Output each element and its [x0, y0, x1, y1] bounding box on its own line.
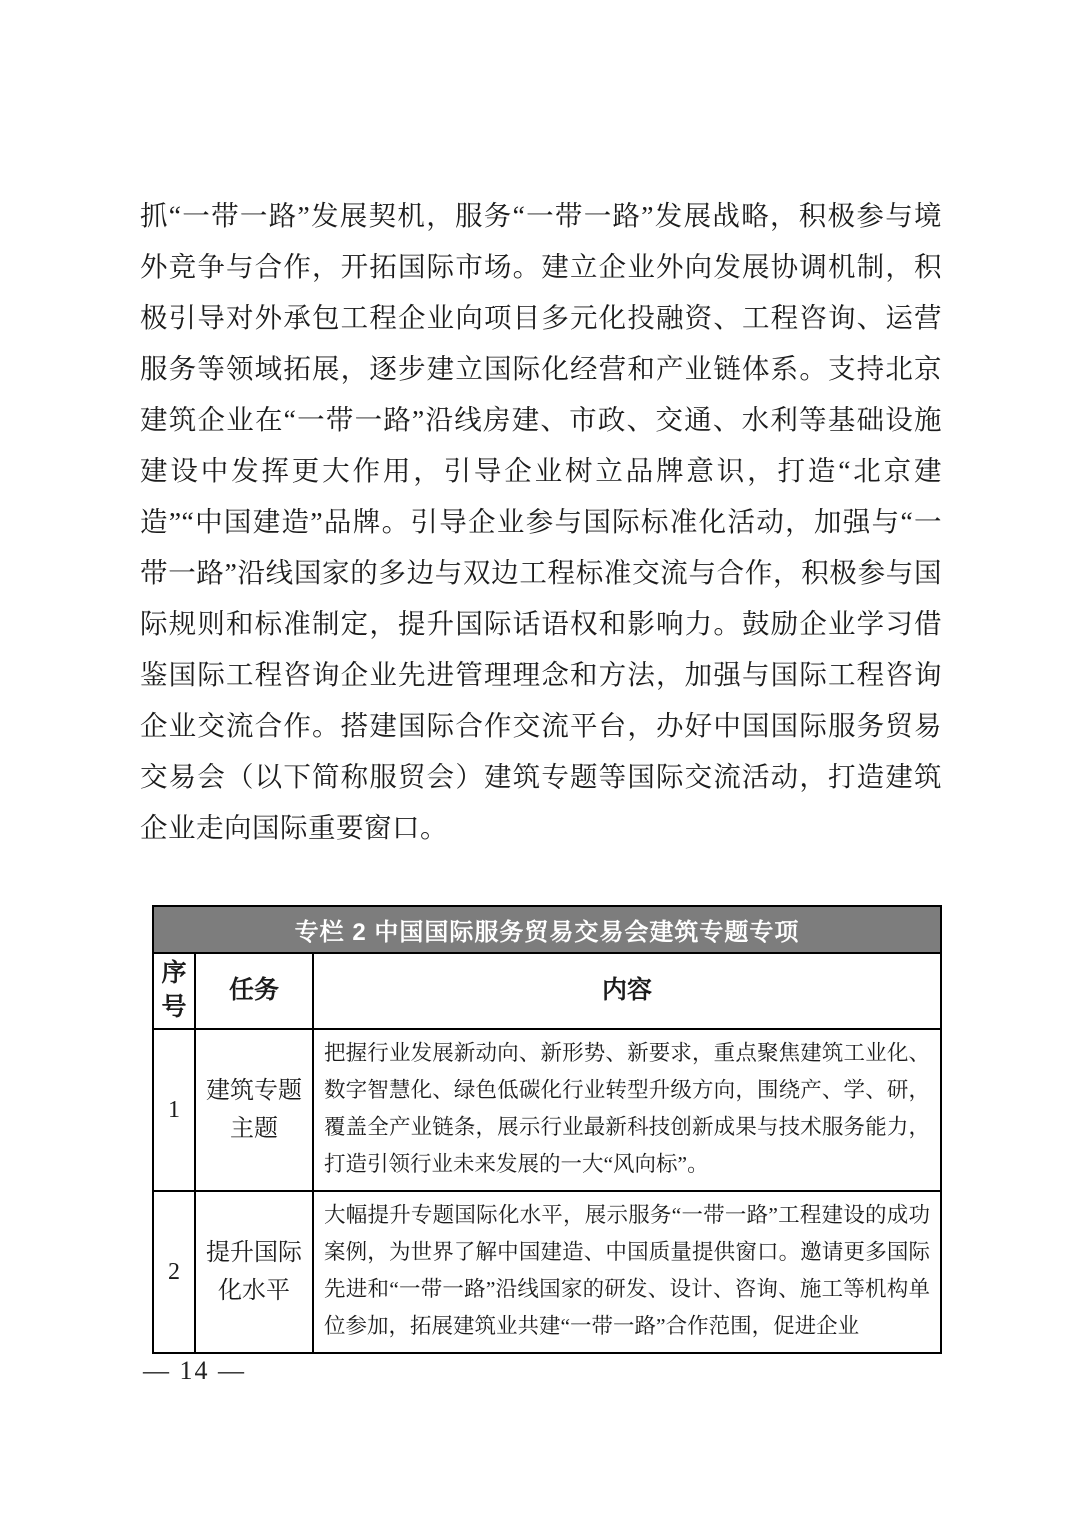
content-cell: 把握行业发展新动向、新形势、新要求，重点聚焦建筑工业化、数字智慧化、绿色低碳化行业转型升级方向，围绕产、学、研，覆盖全产业链条，展示行业最新科技创新成果与技术服务能力，打造引领行业未来发展的一大“风向标”。	[313, 1029, 941, 1191]
column-header-task: 任务	[195, 953, 313, 1029]
seq-cell: 1	[153, 1029, 195, 1191]
table-title-row	[153, 906, 941, 953]
seq-cell: 2	[153, 1191, 195, 1353]
table-row	[153, 1029, 941, 1191]
column-header-content: 内容	[313, 953, 941, 1029]
page-number: — 14 —	[143, 1356, 246, 1385]
task-cell: 建筑专题主题	[195, 1029, 313, 1191]
content-cell: 大幅提升专题国际化水平，展示服务“一带一路”工程建设的成功案例，为世界了解中国建造、中国质量提供窗口。邀请更多国际先进和“一带一路”沿线国家的研发、设计、咨询、施工等机构单位参加，拓展建筑业共建“一带一路”合作范围，促进企业	[313, 1191, 941, 1353]
table-header-row	[153, 953, 941, 1029]
body-paragraph: 抓“一带一路”发展契机，服务“一带一路”发展战略，积极参与境外竞争与合作，开拓国际市场。建立企业外向发展协调机制，积极引导对外承包工程企业向项目多元化投融资、工程咨询、运营服务等领域拓展，逐步建立国际化经营和产业链体系。支持北京建筑企业在“一带一路”沿线房建、市政、交通、水利等基础设施建设中发挥更大作用，引导企业树立品牌意识，打造“北京建造”“中国建造”品牌。引导企业参与国际标准化活动，加强与“一带一路”沿线国家的多边与双边工程标准交流与合作，积极参与国际规则和标准制定，提升国际话语权和影响力。鼓励企业学习借鉴国际工程咨询企业先进管理理念和方法，加强与国际工程咨询企业交流合作。搭建国际合作交流平台，办好中国国际服务贸易交易会（以下简称服贸会）建筑专题等国际交流活动，打造建筑企业走向国际重要窗口。	[140, 200, 942, 843]
column-header-seq: 序号	[153, 953, 195, 1029]
task-cell: 提升国际化水平	[195, 1191, 313, 1353]
table-row	[153, 1191, 941, 1353]
feature-box-table	[152, 905, 942, 1354]
table-title: 专栏 2 中国国际服务贸易交易会建筑专题专项	[153, 906, 941, 953]
